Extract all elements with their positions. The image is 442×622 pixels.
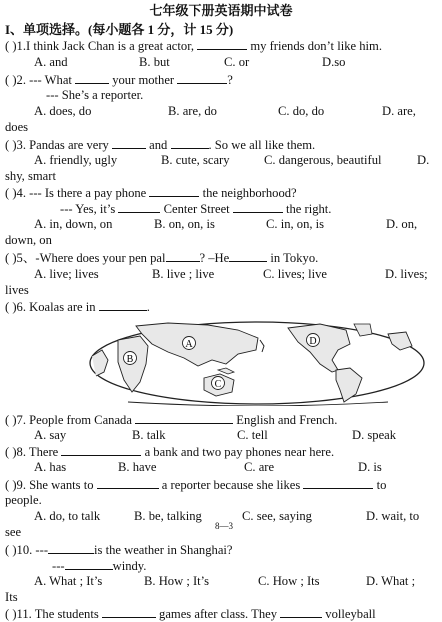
option-d[interactable]: D. What ;: [366, 574, 416, 588]
question-10-wrap: Its: [5, 590, 18, 604]
question-4-answer-line: --- Yes, it’s Center Street the right.: [60, 202, 332, 216]
question-2-answer-line: --- She’s a reporter.: [46, 88, 144, 102]
option-a[interactable]: A. say: [34, 428, 67, 442]
answer-blank[interactable]: [177, 72, 227, 84]
answer-blank[interactable]: [171, 137, 209, 149]
option-a[interactable]: A. and: [34, 55, 68, 69]
question-3-options: [34, 153, 438, 169]
question-4-stem: ( )4. --- Is there a pay phone the neighborhood?: [5, 186, 297, 200]
question-2-options: [34, 104, 438, 120]
page-number: 8—3: [215, 521, 233, 531]
option-b[interactable]: B. be, talking: [134, 509, 202, 523]
answer-blank[interactable]: [303, 477, 373, 489]
option-a[interactable]: A. has: [34, 460, 67, 474]
question-9-options: [34, 509, 438, 525]
question-2-wrap: does: [5, 120, 29, 134]
answer-blank[interactable]: [149, 185, 199, 197]
answer-blank[interactable]: [135, 412, 233, 424]
option-d[interactable]: D. speak: [352, 428, 397, 442]
option-d[interactable]: D. lives;: [385, 267, 428, 281]
question-3-stem: ( )3. Pandas are very and . So we all like them.: [5, 138, 316, 152]
question-10-stem: ( )10. --- is the weather in Shanghai?: [5, 543, 233, 557]
answer-blank[interactable]: [61, 444, 141, 456]
option-b[interactable]: B. have: [118, 460, 157, 474]
option-b[interactable]: B. but: [139, 55, 170, 69]
option-b[interactable]: B. on, on, is: [154, 217, 215, 231]
answer-blank[interactable]: [280, 606, 322, 618]
question-7-options: [34, 428, 438, 444]
answer-blank[interactable]: [65, 558, 113, 570]
option-a[interactable]: A. live; lives: [34, 267, 99, 281]
question-9-wrap: people.: [5, 493, 42, 507]
question-5-wrap: lives: [5, 283, 29, 297]
answer-blank[interactable]: [99, 299, 147, 311]
question-11-stem: ( )11. The students games after class. They volleyball: [5, 607, 376, 621]
option-c[interactable]: C. or: [224, 55, 250, 69]
answer-blank[interactable]: [197, 38, 247, 50]
option-d[interactable]: D.: [417, 153, 430, 167]
option-b[interactable]: B. talk: [132, 428, 166, 442]
question-5-stem: ( )5、-Where does your pen pal ? –He in Tokyo.: [5, 251, 319, 265]
answer-blank[interactable]: [166, 250, 200, 262]
answer-blank[interactable]: [102, 606, 156, 618]
option-b[interactable]: B. cute, scary: [161, 153, 230, 167]
question-9-wrap-2: see: [5, 525, 22, 539]
option-b[interactable]: B. How ; It’s: [144, 574, 210, 588]
option-a[interactable]: A. does, do: [34, 104, 92, 118]
question-7-stem: ( )7. People from Canada English and French.: [5, 413, 338, 427]
question-2-stem: ( )2. --- What your mother ?: [5, 73, 233, 87]
answer-blank[interactable]: [229, 250, 267, 262]
world-map: [88, 320, 426, 406]
option-d[interactable]: D. is: [358, 460, 382, 474]
option-c[interactable]: C. are: [244, 460, 275, 474]
option-c[interactable]: C. tell: [237, 428, 268, 442]
option-d[interactable]: D. are,: [382, 104, 416, 118]
question-4-wrap: down, on: [5, 233, 52, 247]
question-9-stem: ( )9. She wants to a reporter because she likes to: [5, 478, 387, 492]
option-c[interactable]: C. in, on, is: [266, 217, 325, 231]
question-10-options: [34, 574, 438, 590]
map-label-c: C: [214, 379, 222, 390]
answer-blank[interactable]: [75, 72, 109, 84]
option-b[interactable]: B. are, do: [168, 104, 217, 118]
option-c[interactable]: C. do, do: [278, 104, 325, 118]
option-d[interactable]: D. on,: [386, 217, 418, 231]
option-a[interactable]: A. friendly, ugly: [34, 153, 118, 167]
question-1-stem: ( )1.I think Jack Chan is a great actor, my friends don’t like him.: [5, 39, 382, 53]
option-c[interactable]: C. see, saying: [242, 509, 312, 523]
answer-blank[interactable]: [48, 542, 94, 554]
answer-blank[interactable]: [233, 201, 283, 213]
answer-blank[interactable]: [97, 477, 159, 489]
answer-blank[interactable]: [118, 201, 160, 213]
question-8-options: [34, 460, 438, 476]
map-label-b: B: [126, 354, 134, 365]
question-5-options: [34, 267, 438, 283]
map-label-d: D: [309, 336, 317, 347]
option-c[interactable]: C. lives; live: [263, 267, 328, 281]
question-1-options: [34, 55, 438, 71]
option-c[interactable]: C. dangerous, beautiful: [264, 153, 382, 167]
option-d[interactable]: D. wait, to: [366, 509, 420, 523]
option-c[interactable]: C. How ; Its: [258, 574, 320, 588]
map-label-a: A: [185, 339, 193, 350]
option-a[interactable]: A. in, down, on: [34, 217, 113, 231]
question-4-options: [34, 217, 438, 233]
question-8-stem: ( )8. There a bank and two pay phones near here.: [5, 445, 335, 459]
section-heading: I、单项选择。(每小题各 1 分，计 15 分): [5, 22, 234, 37]
option-b[interactable]: B. live ; live: [152, 267, 215, 281]
option-a[interactable]: A. What ; It’s: [34, 574, 103, 588]
option-a[interactable]: A. do, to talk: [34, 509, 101, 523]
question-10-answer-line: --- windy.: [52, 559, 147, 573]
question-6-stem: ( )6. Koalas are in .: [5, 300, 150, 314]
exam-title: 七年级下册英语期中试卷: [149, 3, 293, 18]
option-d[interactable]: D.so: [322, 55, 346, 69]
question-3-wrap: shy, smart: [5, 169, 56, 183]
answer-blank[interactable]: [112, 137, 146, 149]
